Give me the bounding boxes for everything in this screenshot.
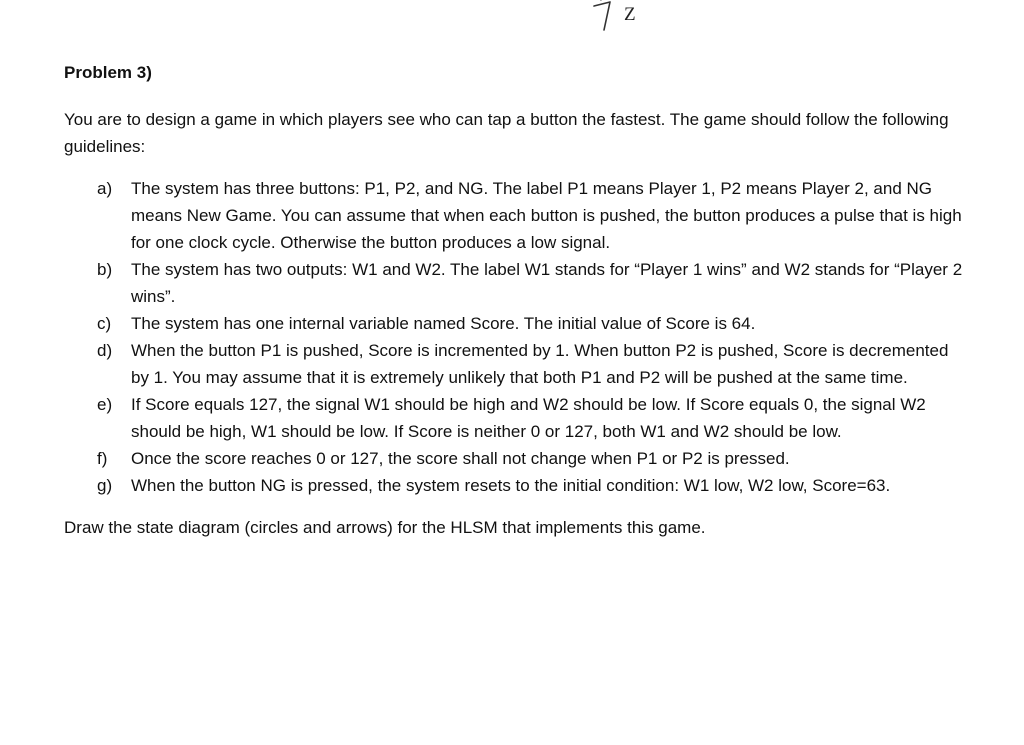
problem-page [64, 62, 964, 541]
guideline-marker: b) [97, 260, 113, 279]
handwritten-scribble [590, 0, 650, 38]
handwritten-letter: Z [624, 4, 636, 25]
guideline-marker: e) [97, 395, 113, 414]
guideline-marker: d) [97, 341, 113, 360]
problem-title: Problem 3) [64, 63, 152, 82]
problem-intro: You are to design a game in which players see who can tap a button the fastest. The game should follow the following guidelines: [64, 110, 949, 156]
guideline-text: Once the score reaches 0 or 127, the score shall not change when P1 or P2 is pressed. [131, 449, 790, 468]
guideline-item [64, 175, 964, 256]
guideline-marker: a) [97, 179, 113, 198]
guideline-text: When the button P1 is pushed, Score is incremented by 1. When button P2 is pushed, Score is decremented by 1. You may assume that it is extremely unlikely that both P1 and P2 will be pushed at the same time. [131, 341, 949, 387]
guideline-marker: f) [97, 449, 108, 468]
guideline-item [64, 337, 964, 391]
guideline-text: The system has three buttons: P1, P2, and NG. The label P1 means Player 1, P2 means Player 2, and NG means New Game. You can assume that when each button is pushed, the button produces a pulse that is high for one clock cycle. Otherwise the button produces a low signal. [131, 179, 962, 252]
guideline-text: If Score equals 127, the signal W1 should be high and W2 should be low. If Score equals 0, the signal W2 should be high, W1 should be low. If Score is neither 0 or 127, both W1 and W2 should be low. [131, 395, 926, 441]
guideline-item [64, 310, 964, 337]
guideline-item [64, 391, 964, 445]
guideline-marker: c) [97, 314, 112, 333]
handwritten-stroke [590, 0, 650, 38]
guideline-text: The system has one internal variable named Score. The initial value of Score is 64. [131, 314, 756, 333]
guideline-item [64, 445, 964, 472]
guideline-text: The system has two outputs: W1 and W2. The label W1 stands for “Player 1 wins” and W2 stands for “Player 2 wins”. [131, 260, 963, 306]
guideline-marker: g) [97, 476, 113, 495]
guideline-text: When the button NG is pressed, the system resets to the initial condition: W1 low, W2 low, Score=63. [131, 476, 891, 495]
guideline-item [64, 256, 964, 310]
guidelines-list [64, 175, 964, 499]
problem-task: Draw the state diagram (circles and arrows) for the HLSM that implements this game. [64, 518, 706, 537]
guideline-item [64, 472, 964, 499]
